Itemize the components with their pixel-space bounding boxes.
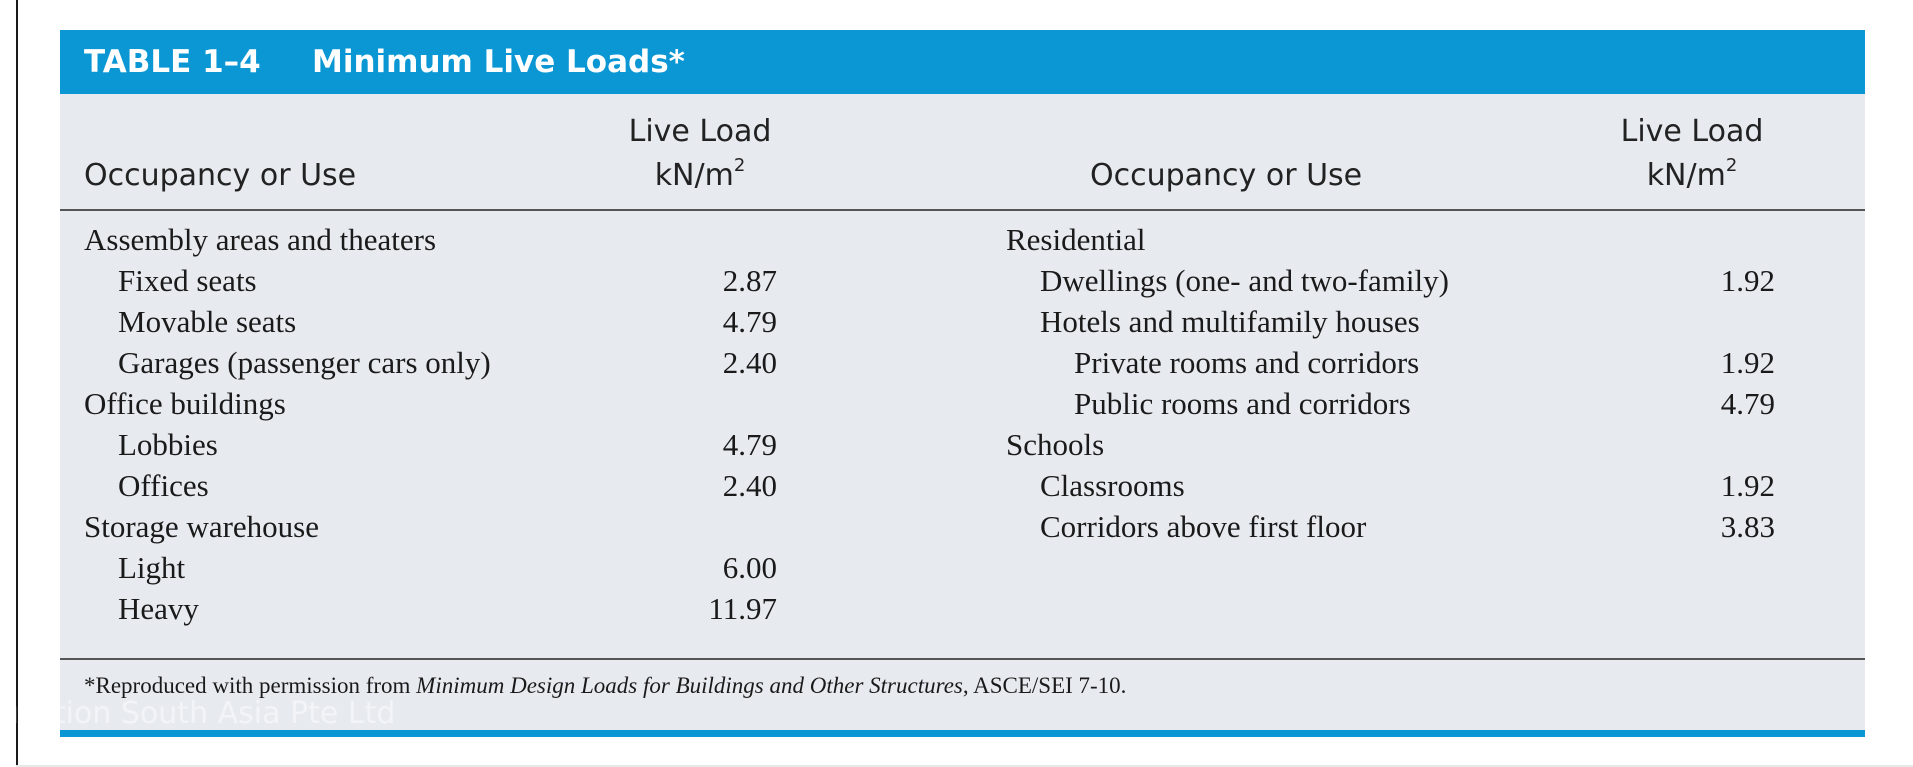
table-row-value: 1.92 xyxy=(1720,468,1775,503)
table-row-category: Storage warehouse xyxy=(84,509,319,544)
left-load-unit-text: kN/m xyxy=(654,158,734,193)
right-load-unit-exponent: 2 xyxy=(1725,155,1738,176)
table-row-label: Dwellings (one- and two-family) xyxy=(1040,263,1449,298)
table-row-label: Lobbies xyxy=(118,427,218,462)
table-number: TABLE 1–4 xyxy=(84,44,261,80)
left-load-unit-exponent: 2 xyxy=(733,155,746,176)
table-row-value: 4.79 xyxy=(1720,386,1775,421)
table-row-label: Garages (passenger cars only) xyxy=(118,345,491,380)
table-row-value: 1.92 xyxy=(1720,263,1775,298)
left-occupancy-header: Occupancy or Use xyxy=(84,158,357,193)
table-row-value: 6.00 xyxy=(722,550,777,585)
left-load-header-line1: Live Load xyxy=(628,114,772,149)
table-row-value: 4.79 xyxy=(722,427,777,462)
table-row-label: Heavy xyxy=(118,591,199,626)
table-row-label: Movable seats xyxy=(118,304,297,339)
right-occupancy-header: Occupancy or Use xyxy=(1090,158,1363,193)
right-load-header-unit xyxy=(1602,154,1782,198)
table-row-value: 2.40 xyxy=(722,468,777,503)
table-row-value: 4.79 xyxy=(722,304,777,339)
table-row-category: Assembly areas and theaters xyxy=(84,222,437,257)
table-row-category: Schools xyxy=(1006,427,1105,462)
live-loads-table xyxy=(60,30,1865,737)
table-row-value: 1.92 xyxy=(1720,345,1775,380)
left-load-header-unit xyxy=(610,154,790,198)
table-row-value: 2.40 xyxy=(722,345,777,380)
table-row-category: Residential xyxy=(1006,222,1146,257)
footnote-rule xyxy=(60,658,1865,660)
table-row-label: Corridors above first floor xyxy=(1040,509,1367,544)
footnote-prefix: *Reproduced with permission from xyxy=(84,673,417,698)
table-row-value: 2.87 xyxy=(722,263,777,298)
table-title: Minimum Live Loads* xyxy=(312,44,685,80)
table-row-label: Offices xyxy=(118,468,209,503)
table-row-value: 11.97 xyxy=(708,591,777,626)
table-row-category: Office buildings xyxy=(84,386,286,421)
page-left-edge xyxy=(16,0,18,767)
table-row-label: Classrooms xyxy=(1040,468,1185,503)
table-row-label: Public rooms and corridors xyxy=(1074,386,1411,421)
table-row-label: Private rooms and corridors xyxy=(1074,345,1420,380)
right-load-unit-text: kN/m xyxy=(1646,158,1726,193)
table-title-bar xyxy=(60,30,1865,94)
table-row-value: 3.83 xyxy=(1720,509,1775,544)
table-row-label: Light xyxy=(118,550,186,585)
header-rule xyxy=(60,209,1865,211)
footnote-suffix: , ASCE/SEI 7-10. xyxy=(962,673,1127,698)
publisher-watermark: ucation South Asia Pte Ltd xyxy=(0,696,396,731)
footnote-source-title: Minimum Design Loads for Buildings and Other Structures xyxy=(416,673,963,698)
right-load-header-line1: Live Load xyxy=(1620,114,1764,149)
table-row-label: Fixed seats xyxy=(118,263,257,298)
table-row-subcategory: Hotels and multifamily houses xyxy=(1040,304,1420,339)
